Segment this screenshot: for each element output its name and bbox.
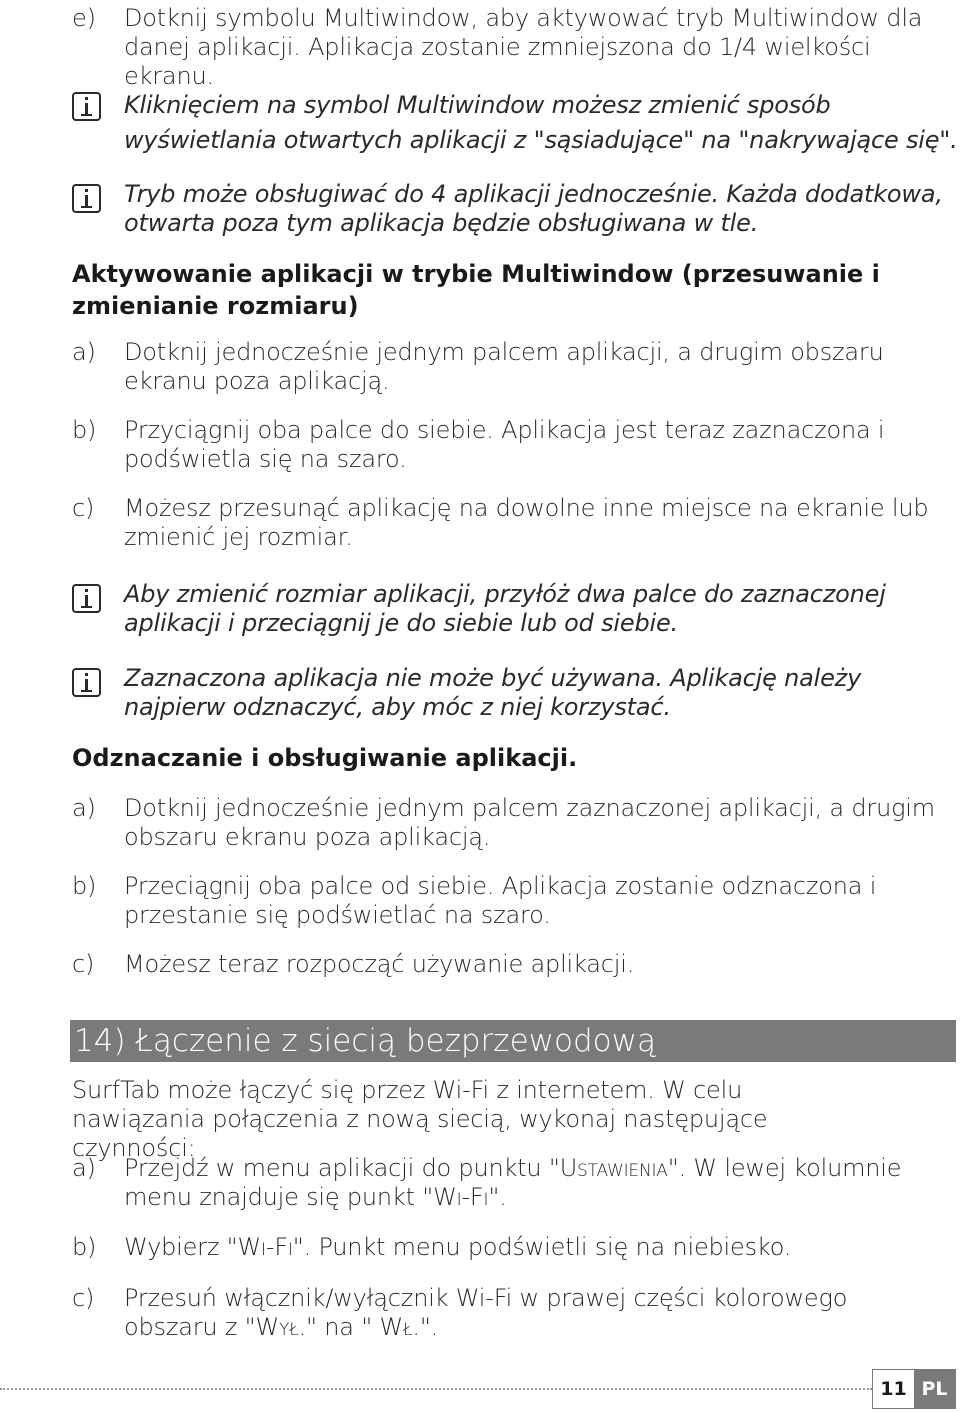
menu-item-settings: Ustawienia — [559, 1154, 668, 1182]
step-label: c) — [72, 950, 95, 978]
step-text: Wybierz "Wi-Fi". Punkt menu podświetli się na niebiesko. — [124, 1233, 792, 1261]
step-label: b) — [72, 416, 97, 444]
step-text: Dotknij jednocześnie jednym palcem zaznaczonej aplikacji, a drugim obszaru ekranu poza aplikacją. — [124, 794, 935, 851]
step-text: Dotknij jednocześnie jednym palcem aplikacji, a drugim obszaru ekranu poza aplikacją. — [124, 338, 884, 395]
step-label: c) — [72, 494, 95, 522]
info-icon — [72, 92, 101, 121]
toggle-off-label: Wył. — [255, 1313, 306, 1341]
step-label: e) — [72, 4, 96, 32]
step-text: Dotknij symbolu Multiwindow, aby aktywować tryb Multiwindow dla danej aplikacji. Aplikacja zostanie zmniejszona do 1/4 wielkości ekranu. — [124, 4, 923, 90]
chapter-intro: SurfTab może łączyć się przez Wi-Fi z internetem. W celu nawiązania połączenia z nową siecią, wykonaj następujące czynności: — [72, 1076, 768, 1162]
chapter-title: 14) Łączenie z siecią bezprzewodową — [70, 1020, 956, 1062]
footer-divider — [0, 1388, 872, 1390]
step-text: Przyciągnij oba palce do siebie. Aplikacja jest teraz zaznaczona i podświetla się na szaro. — [124, 416, 885, 473]
step-label: b) — [72, 1233, 97, 1261]
info-icon — [72, 584, 101, 613]
note-text: Tryb może obsługiwać do 4 aplikacji jednocześnie. Każda dodatkowa, otwarta poza tym aplikacja będzie obsługiwana w tle. — [124, 180, 943, 237]
step-label: b) — [72, 872, 97, 900]
menu-item-wifi: Wi-Fi — [433, 1183, 489, 1211]
step-text: Przesuń włącznik/wyłącznik Wi-Fi w prawej części kolorowego obszaru z "Wył." na " Wł.". — [124, 1284, 848, 1341]
section-heading-deselect: Odznaczanie i obsługiwanie aplikacji. — [72, 744, 578, 772]
step-label: a) — [72, 338, 96, 366]
language-badge: PL — [914, 1370, 955, 1408]
note-text: Kliknięciem na symbol Multiwindow możesz zmienić sposób wyświetlania otwartych aplikacji z "sąsiadujące" na "nakrywające się". — [124, 91, 958, 154]
menu-item-wifi: Wi-Fi — [237, 1233, 293, 1261]
step-text: Możesz teraz rozpocząć używanie aplikacji. — [124, 950, 635, 978]
step-label: a) — [72, 794, 96, 822]
step-text: Możesz przesunąć aplikację na dowolne inne miejsce na ekranie lub zmienić jej rozmiar. — [124, 494, 929, 551]
info-icon — [72, 668, 101, 697]
section-heading-activate: Aktywowanie aplikacji w trybie Multiwindow (przesuwanie i zmienianie rozmiaru) — [72, 260, 880, 320]
step-text: Przeciągnij oba palce od siebie. Aplikacja zostanie odznaczona i przestanie się podświetlać na szaro. — [124, 872, 877, 929]
note-text: Aby zmienić rozmiar aplikacji, przyłóż dwa palce do zaznaczonej aplikacji i przeciągnij je do siebie lub od siebie. — [124, 580, 886, 637]
info-icon — [72, 184, 101, 213]
step-label: a) — [72, 1154, 96, 1182]
page-number: 11 — [880, 1378, 907, 1400]
page-indicator — [872, 1369, 956, 1409]
note-text: Zaznaczona aplikacja nie może być używana. Aplikację należy najpierw odznaczyć, aby móc z niej korzystać. — [124, 664, 862, 721]
step-label: c) — [72, 1284, 95, 1312]
toggle-on-label: Wł. — [379, 1313, 420, 1341]
step-text: Przejdź w menu aplikacji do punktu "Ustawienia". W lewej kolumnie menu znajduje się punkt "Wi-Fi". — [124, 1154, 902, 1211]
